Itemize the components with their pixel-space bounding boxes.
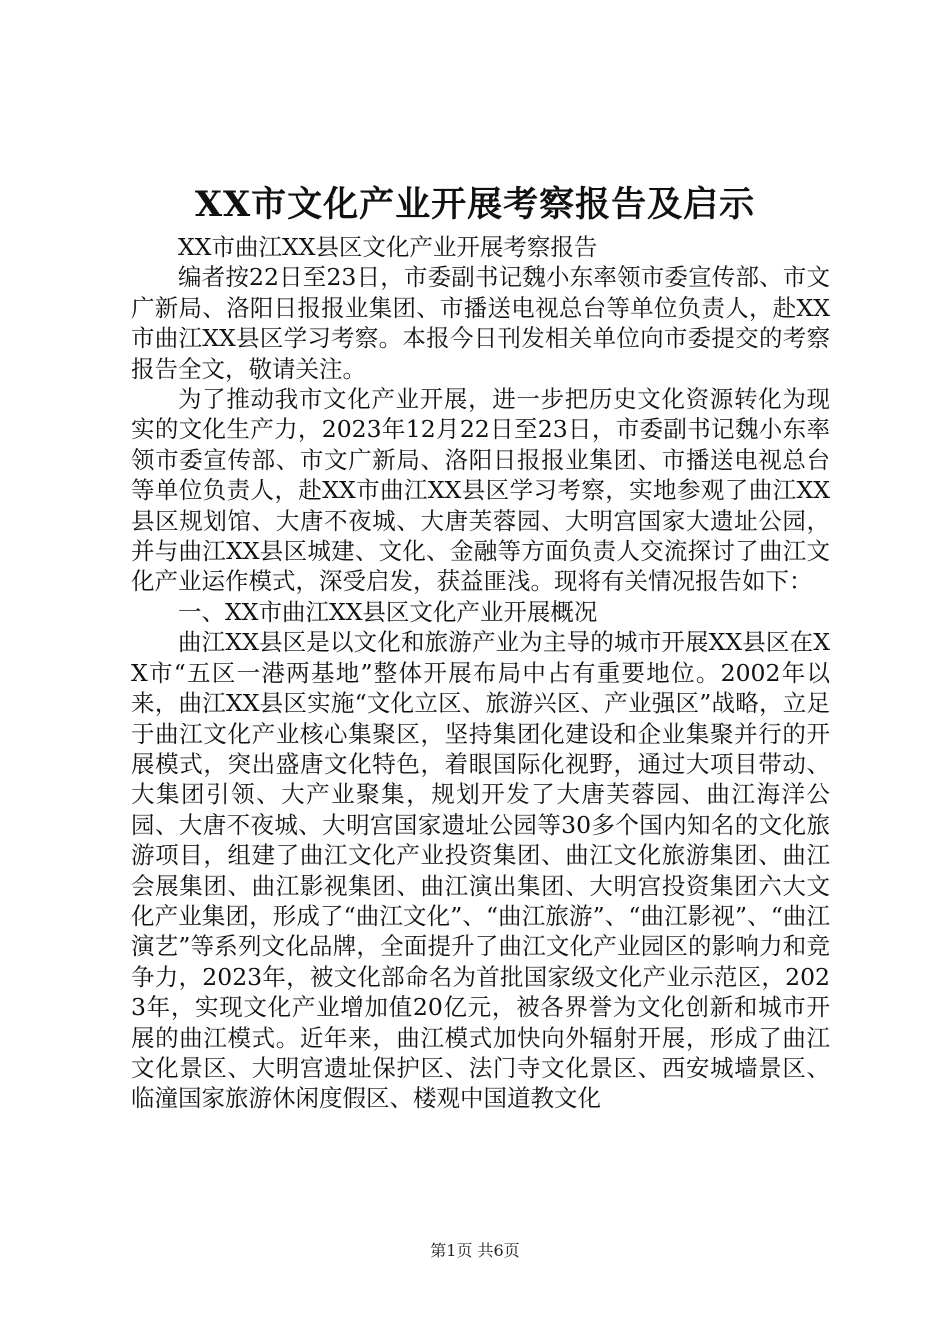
subtitle-paragraph: XX市曲江XX县区文化产业开展考察报告: [178, 233, 598, 261]
document-body: [131, 232, 830, 1114]
editor-note-paragraph: 编者按22日至23日，市委副书记魏小东率领市委宣传部、市文广新局、洛阳日报报业集团、市播送电视总台等单位负责人，赴XX市曲江XX县区学习考察。本报今日刊发相关单位向市委提交的考察报告全文，敬请关注。: [131, 263, 830, 383]
overview-paragraph: 曲江XX县区是以文化和旅游产业为主导的城市开展XX县区在XX市“五区一港两基地”整体开展布局中占有重要地位。2002年以来，曲江XX县区实施“文化立区、旅游兴区、产业强区”战略，立足于曲江文化产业核心集聚区，坚持集团化建设和企业集聚并行的开展模式，突出盛唐文化特色，着眼国际化视野，通过大项目带动、大集团引领、大产业聚集，规划开发了大唐芙蓉园、曲江海洋公园、大唐不夜城、大明宫国家遗址公园等30多个国内知名的文化旅游项目，组建了曲江文化产业投资集团、曲江文化旅游集团、曲江会展集团、曲江影视集团、曲江演出集团、大明宫投资集团六大文化产业集团，形成了“曲江文化”、“曲江旅游”、“曲江影视”、“曲江演艺”等系列文化品牌，全面提升了曲江文化产业园区的影响力和竞争力，2023年，被文化部命名为首批国家级文化产业示范区，2023年，实现文化产业增加值20亿元，被各界誉为文化创新和城市开展的曲江模式。近年来，曲江模式加快向外辐射开展，形成了曲江文化景区、大明宫遗址保护区、法门寺文化景区、西安城墙景区、临潼国家旅游休闲度假区、楼观中国道教文化: [131, 628, 830, 1113]
intro-paragraph: 为了推动我市文化产业开展，进一步把历史文化资源转化为现实的文化生产力，2023年12月22日至23日，市委副书记魏小东率领市委宣传部、市文广新局、洛阳日报报业集团、市播送电视总台等单位负责人，赴XX市曲江XX县区学习考察，实地参观了曲江XX县区规划馆、大唐不夜城、大唐芙蓉园、大明宫国家大遗址公园，并与曲江XX县区城建、文化、金融等方面负责人交流探讨了曲江文化产业运作模式，深受启发，获益匪浅。现将有关情况报告如下：: [131, 385, 830, 596]
document-title: XX市文化产业开展考察报告及启示: [194, 184, 756, 225]
page-number-footer: 第1页 共6页: [430, 1241, 520, 1260]
section-heading: 一、XX市曲江XX县区文化产业开展概况: [178, 597, 598, 626]
